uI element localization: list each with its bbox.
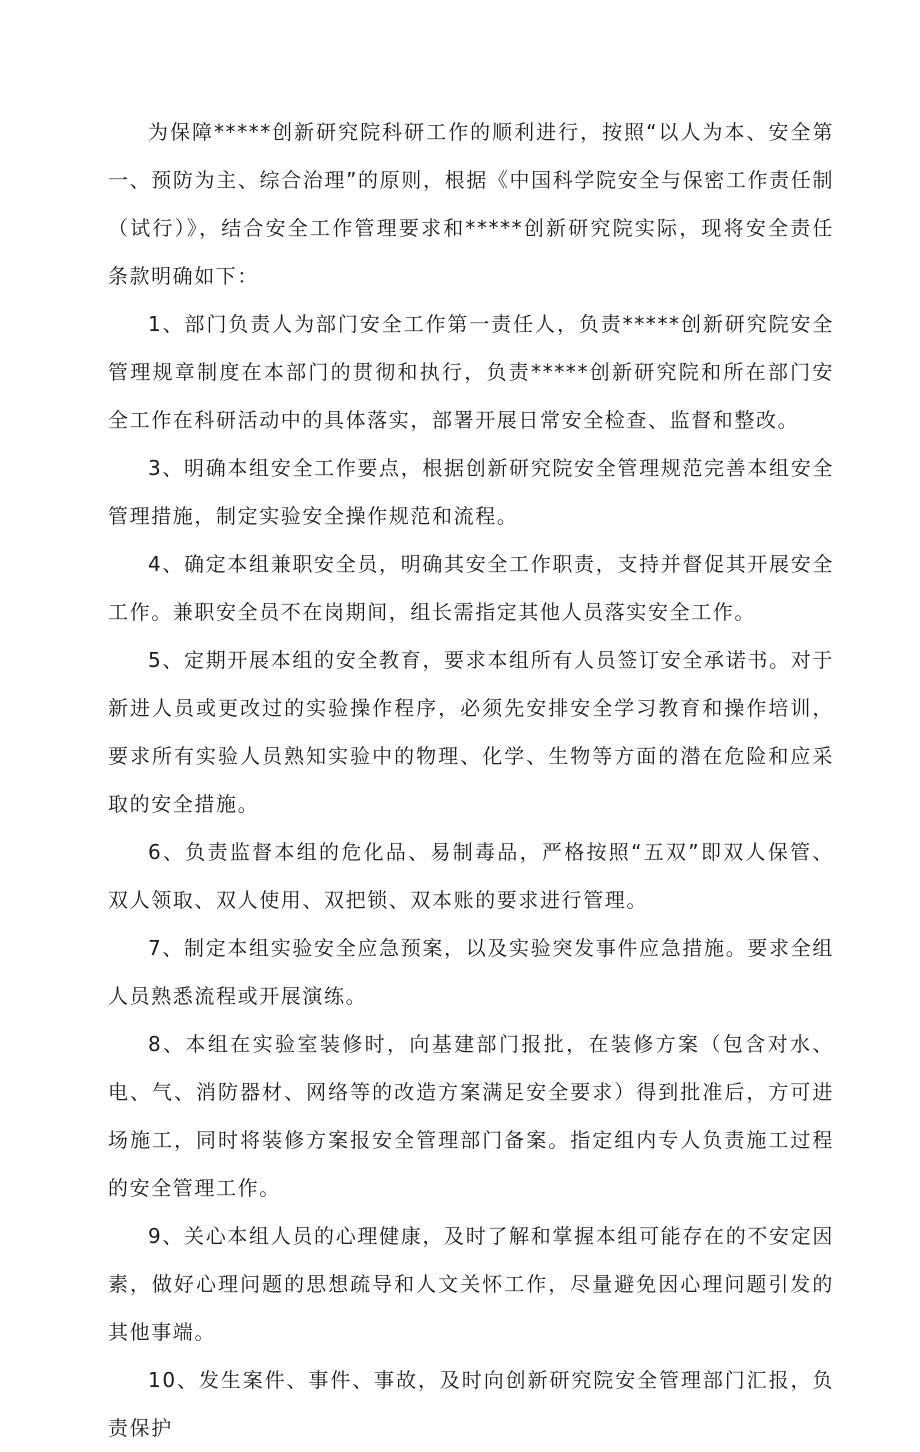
intro-paragraph: 为保障*****创新研究院科研工作的顺利进行，按照“以人为本、安全第一、预防为主、综合治理”的原则，根据《中国科学院安全与保密工作责任制（试行）》，结合安全工作管理要求和*****创新研究院实际，现将安全责任条款明确如下： (108, 120, 834, 288)
clause-paragraph-1: 1、部门负责人为部门安全工作第一责任人，负责*****创新研究院安全管理规章制度在本部门的贯彻和执行，负责*****创新研究院和所在部门安全工作在科研活动中的具体落实，部署开展日常安全检查、监督和整改。 (108, 312, 834, 432)
clause-paragraph-4: 4、确定本组兼职安全员，明确其安全工作职责，支持并督促其开展安全工作。兼职安全员不在岗期间，组长需指定其他人员落实安全工作。 (108, 552, 834, 624)
clause-paragraph-10: 10、发生案件、事件、事故，及时向创新研究院安全管理部门汇报，负责保护 (108, 1368, 834, 1440)
document-body (108, 108, 834, 1452)
clause-paragraph-7: 7、制定本组实验安全应急预案，以及实验突发事件应急措施。要求全组人员熟悉流程或开展演练。 (108, 936, 834, 1008)
clause-paragraph-3: 3、明确本组安全工作要点，根据创新研究院安全管理规范完善本组安全管理措施，制定实验安全操作规范和流程。 (108, 456, 834, 528)
clause-paragraph-9: 9、关心本组人员的心理健康，及时了解和掌握本组可能存在的不安定因素，做好心理问题的思想疏导和人文关怀工作，尽量避免因心理问题引发的其他事端。 (108, 1224, 834, 1344)
clause-paragraph-8: 8、本组在实验室装修时，向基建部门报批，在装修方案（包含对水、电、气、消防器材、网络等的改造方案满足安全要求）得到批准后，方可进场施工，同时将装修方案报安全管理部门备案。指定组内专人负责施工过程的安全管理工作。 (108, 1032, 834, 1200)
clause-paragraph-6: 6、负责监督本组的危化品、易制毒品，严格按照“五双”即双人保管、双人领取、双人使用、双把锁、双本账的要求进行管理。 (108, 840, 834, 912)
clause-paragraph-5: 5、定期开展本组的安全教育，要求本组所有人员签订安全承诺书。对于新进人员或更改过的实验操作程序，必须先安排安全学习教育和操作培训，要求所有实验人员熟知实验中的物理、化学、生物等方面的潜在危险和应采取的安全措施。 (108, 648, 834, 816)
